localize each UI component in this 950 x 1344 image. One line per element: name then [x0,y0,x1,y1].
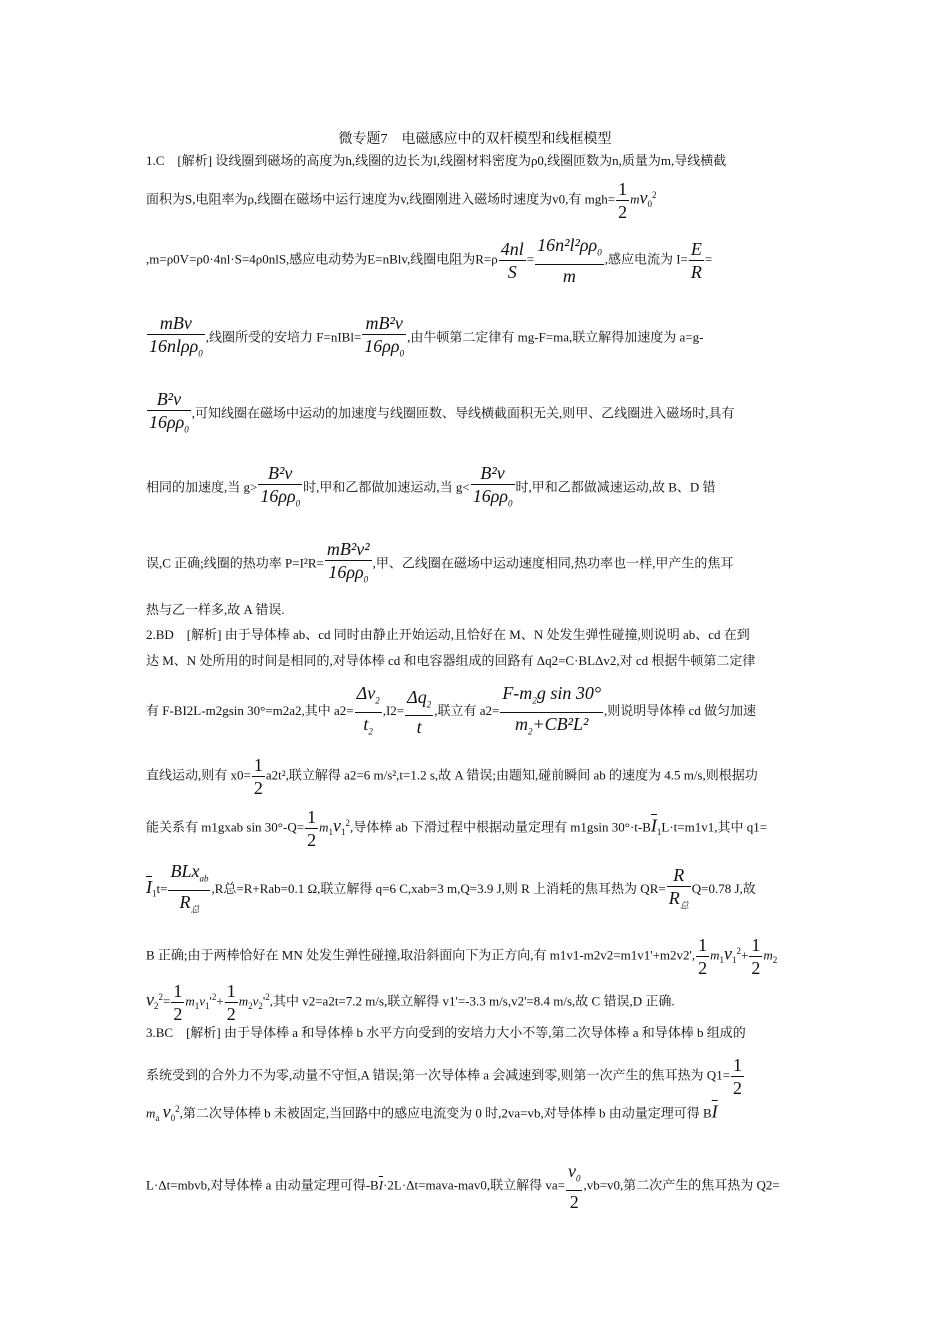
q1-line-3: ,m=ρ0V=ρ0·4nl·S=4ρ0nlS,感应电动势为E=nBlv,线圈电阻为R=ρ $\frac{4nl}{S}$ = $\frac{16n^2l^2\rho\rho_0}{m}$ ,感应电流为 I= $\frac{E}{R}$ = [146,235,713,286]
q1-line-6: 相同的加速度,当 g> $\frac{\text{B²v}}{16\rho\rho_0}$ 时,甲和乙都做加速运动,当 g< $\frac{\text{B²v}}{16\rho\rho_0}$ 时,甲和乙都做减速运动,故 B、D 错 [146,463,716,509]
q2-line-5: 能关系有 m1gxab sin 30°-Q= $\frac{1}{2}$ $m_1v_1^2$,导体棒 ab 下滑过程中根据动量定理有 m1gsin $30^\circ\cdot t-B\overline{I}_1L\cdot t=m1v1$,其中 q1= [146,807,768,850]
q2-line-4: 直线运动,则有 x0= $\frac{1}{2}$ a2t²,联立解得 a2=6 m/s²,t=1.2 s,故 A 错误;由题知,碰前瞬间 ab 的速度为 4.5 m/s,则根据功 [146,755,758,798]
q2-line-2: 达 M、N 处所用的时间是相同的,对导体棒 cd 和电容器组成的回路有 Δq2=C·BLΔv2,对 cd 根据牛顿第二定律 [146,653,756,668]
q1-line-4: mBv 16nlρρ$_0$ ,线圈所受的安培力 F=nIBl= $\frac{\text{mB²v}}{16\rho\rho_0}$ ,由牛顿第二定律有 mg-F=ma,联立解得加速度为 a=g- [149,313,704,359]
q2-line-8: $v_2^2=$ $\frac{1}{2}$ $m_1v_1'^2+$ $\frac{1}{2}$ $m_2v_2'^2$,其中 v2=a2t=7.2 m/s,联立解得 v1'=-3.3 m/s,v2'=8.4 m/s,故 C 错误,D 正确. [146,981,675,1024]
q1-line-2: 面积为S,电阻率为ρ,线圈在磁场中运行速度为v,线圈刚进入磁场时速度为v0,有 mgh= $\frac{1}{2}$ $mv_0^2$ [146,179,657,222]
page-title: 微专题7 电磁感应中的双杆模型和线框模型 [338,132,612,147]
q3-line-3: $m_a$ $v_0^2$,第二次导体棒 b 未被固定,当回路中的感应电流变为 0 时,2va=vb,对导体棒 b 由动量定理可得 $B\overline{I}$ [146,1101,718,1123]
q1-line-5: $\frac{\text{B²v}}{16\rho\rho_0}$ ,可知线圈在磁场中运动的加速度与线圈匝数、导线横截面积无关,则甲、乙线圈进入磁场时,具有 [149,389,735,435]
q3-line-2: 系统受到的合外力不为零,动量不守恒,A 错误;第一次导体棒 a 会减速到零,则第一次产生的焦耳热为 Q1= $\frac{1}{2}$ [146,1055,743,1098]
q1-line-8: 热与乙一样多,故 A 错误. [146,602,285,617]
q1-line-1: 1.C [解析] 设线圈到磁场的高度为h,线圈的边长为l,线圈材料密度为ρ0,线圈匝数为n,质量为m,导线横截 [146,153,727,168]
q1-line-7: 误,C 正确;线圈的热功率 P=I²R= $\frac{\text{mB²v²}}{16\rho\rho_0}$ ,甲、乙线圈在磁场中运动速度相同,热功率也一样,甲产生的焦耳 [146,539,734,585]
q2-line-7: B 正确;由于两棒恰好在 MN 处发生弹性碰撞,取沿斜面向下为正方向,有 m1v1-m2v2=m1v1'+m2v2', $\frac{1}{2}$ $m_1v_1^2+$ $\frac{1}{2}$ $m_2$ [146,935,778,978]
q2-line-3: 有 F-BI2L-m2gsin 30°=m2a2,其中 a2= $\frac{\Delta v_2}{t_2}$ ,I2= $\frac{\Delta q_2}{t}$ ,联立有 a2= $\frac{F-m_2g \sin 30^\circ}{m_2+CB^2L^2}$ ,则说明导体棒 cd 做匀加速 [146,683,757,738]
q3-line-1: 3.BC [解析] 由于导体棒 a 和导体棒 b 水平方向受到的安培力大小不等,第二次导体棒 a 和导体棒 b 组成的 [146,1025,746,1040]
q2-line-6: $\overline{I}_1t=$ BLx$_{ab}$ $R_总$ ,R总=R+Rab=0.1 Ω,联立解得 q=6 C,xab=3 m,Q=3.9 J,则 R 上消耗的焦耳热为 QR= R $R_总$ Q=0.78 J,故 [146,861,756,915]
q2-line-1: 2.BD [解析] 由于导体棒 ab、cd 同时由静止开始运动,且恰好在 M、N 处发生弹性碰撞,则说明 ab、cd 在到 [146,627,750,642]
q3-line-4: L·Δt=mbvb,对导体棒 a 由动量定理可得$-B\overline{I}\cdot 2L\cdot\Delta t=mava-mav0$,联立解得 va= $\frac{v_0}{2}$ ,vb=v0,第二次产生的焦耳热为 Q2= [146,1161,780,1212]
